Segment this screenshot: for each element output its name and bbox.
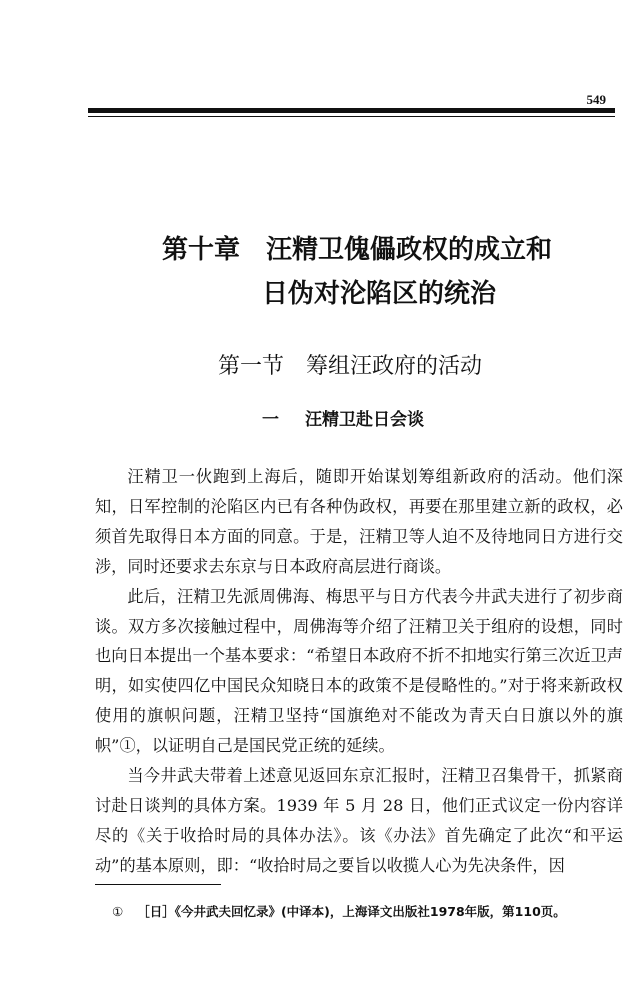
subsection-title-text: 汪精卫赴日会谈 xyxy=(305,410,424,430)
section-title-text: 筹组汪政府的活动 xyxy=(306,354,483,379)
chapter-title-line2: 日伪对沦陷区的统治 xyxy=(262,279,497,309)
subsection-label: 一 xyxy=(262,410,279,430)
subsection-title xyxy=(262,407,424,433)
paragraph: 汪精卫一伙跑到上海后，随即开始谋划筹组新政府的活动。他们深知，日军控制的沦陷区内已有各种伪政权，再要在那里建立新的政权，必须首先取得日本方面的同意。于是，汪精卫等人迫不及待地同日方进行交涉，同时还要求去东京与日本政府高层进行商谈。 xyxy=(95,467,623,576)
page-number: 549 xyxy=(586,92,606,107)
header-rule-thick xyxy=(88,108,615,113)
section-title xyxy=(218,352,482,382)
paragraph: 此后，汪精卫先派周佛海、梅思平与日方代表今井武夫进行了初步商谈。双方多次接触过程中，周佛海等介绍了汪精卫关于组府的设想，同时也向日本提出一个基本要求：“希望日本政府不折不扣地实行第三次近卫声明，如实使四亿中国民众知晓日本的政策不是侵略性的。”对于将来新政权使用的旗帜问题，汪精卫坚持“国旗绝对不能改为青天白日旗以外的旗帜”①，以证明自己是国民党正统的延续。 xyxy=(95,586,623,756)
chapter-title-line1: 汪精卫傀儡政权的成立和 xyxy=(266,235,553,265)
section-label: 第一节 xyxy=(218,354,285,379)
body-text xyxy=(95,462,623,881)
footnote-text: ［日］《今井武夫回忆录》(中译本)，上海译文出版社1978年版，第110页。 xyxy=(137,904,566,919)
footnote xyxy=(112,902,617,922)
footnote-mark: ① xyxy=(112,904,124,919)
footnote-rule xyxy=(95,884,221,885)
paragraph: 当今井武夫带着上述意见返回东京汇报时，汪精卫召集骨干，抓紧商讨赴日谈判的具体方案。1939 年 5 月 28 日，他们正式议定一份内容详尽的《关于收拾时局的具体办法》。该《办法》首先确定了此次“和平运动”的基本原则，即：“收拾时局之要旨以收揽人心为先决条件，因 xyxy=(95,766,623,875)
chapter-title xyxy=(162,228,602,316)
header-rule-thin xyxy=(88,116,615,117)
chapter-label: 第十章 xyxy=(162,235,241,265)
